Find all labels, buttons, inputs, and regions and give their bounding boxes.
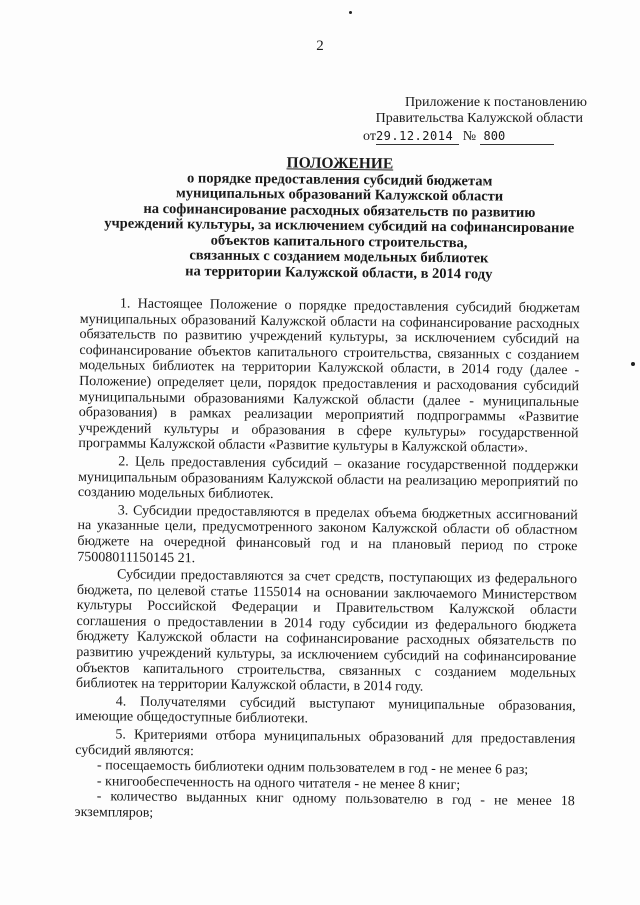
- annex-line-2: Правительства Калужской области: [375, 111, 583, 126]
- number-prefix: №: [462, 129, 477, 144]
- annex-block: [360, 95, 595, 145]
- number-value: 800: [480, 128, 554, 145]
- scan-speck: [349, 11, 352, 14]
- scan-speck: [631, 362, 635, 366]
- annex-line-1: Приложение к постановлению: [404, 95, 587, 110]
- date-value: 29.12.2014: [376, 128, 459, 145]
- criteria-item: - количество выданных книг одному пользователю в год - не менее 18 экземпляров;: [74, 789, 575, 821]
- title-line: связанных с созданием модельных библиотек: [189, 247, 489, 267]
- paragraph-4: 4. Получателями субсидий выступают муниципальные образования, имеющие общедоступные библиотеки.: [75, 694, 576, 727]
- title-line: муниципальных образований Калужской области: [175, 185, 504, 205]
- paragraph-3: 3. Субсидии предоставляются в пределах объема бюджетных ассигнований на указанные цели, предусмотренного законом Калужской области об областном бюджете на очередной финансовый год и на плановый период по строке 75008011150145 21.: [77, 503, 578, 566]
- title-line: объектов капитального строительства,: [210, 232, 468, 251]
- document-body: [75, 296, 580, 826]
- paragraph-5: 5. Критериями отбора муниципальных образований для предоставления субсидий являются:: [75, 727, 576, 759]
- paragraph-3-continued: Субсидии предоставляются за счет средств, поступающих из федерального бюджета, по целевой статье 1155014 на основании заключаемого Министерством культуры Российской Федерации и Правительством Калужской области соглашения о предоставлении в 2014 году субсидии из федерального бюджета бюджету Калужской области на софинансирование расходных обязательств по развитию учреждений культуры, за исключением субсидий на софинансирование объектов капитального строительства, связанных с созданием модельных библиотек на территории Калужской области, в 2014 году.: [75, 567, 578, 695]
- title-heading: ПОЛОЖЕНИЕ: [286, 154, 394, 173]
- page-number: 2: [316, 38, 324, 54]
- paragraph-2: 2. Цель предоставления субсидий – оказание государственной поддержки муниципальным образованиям Калужской области на реализацию мероприятий по созданию модельных библиотек.: [77, 454, 579, 503]
- title-line: на софинансирование расходных обязательств по развитию: [143, 200, 536, 221]
- criteria-item: - посещаемость библиотеки одним пользователем в год - не менее 6 раз;: [97, 758, 529, 778]
- title-line: о порядке предоставления субсидий бюджетам: [186, 169, 493, 190]
- document-title: [59, 153, 620, 284]
- annex-date-line: [363, 128, 595, 145]
- paragraph-1: 1. Настоящее Положение о порядке предоставления субсидий бюджетам муниципальных образований Калужской области на софинансирование расходных обязательств по развитию учреждений культуры, за исключением субсидий на софинансирование объектов капитального строительства, связанных с созданием модельных библиотек на территории Калужской области, в 2014 году (далее - Положение) определяет цели, порядок предоставления и расходования субсидий муниципальными образованиями Калужской области (далее - муниципальные образования) в рамках реализации мероприятий подпрограммы «Развитие учреждений культуры и образования в сфере культуры» государственной программы Калужской области «Развитие культуры в Калужской области».: [78, 296, 580, 457]
- criteria-item: - книгообеспеченность на одного читателя - не менее 8 книг;: [96, 774, 461, 793]
- title-line: учреждений культуры, за исключением субсидий на софинансирование: [104, 215, 575, 237]
- date-prefix: от: [363, 129, 376, 144]
- title-line: на территории Калужской области, в 2014 году: [185, 262, 493, 283]
